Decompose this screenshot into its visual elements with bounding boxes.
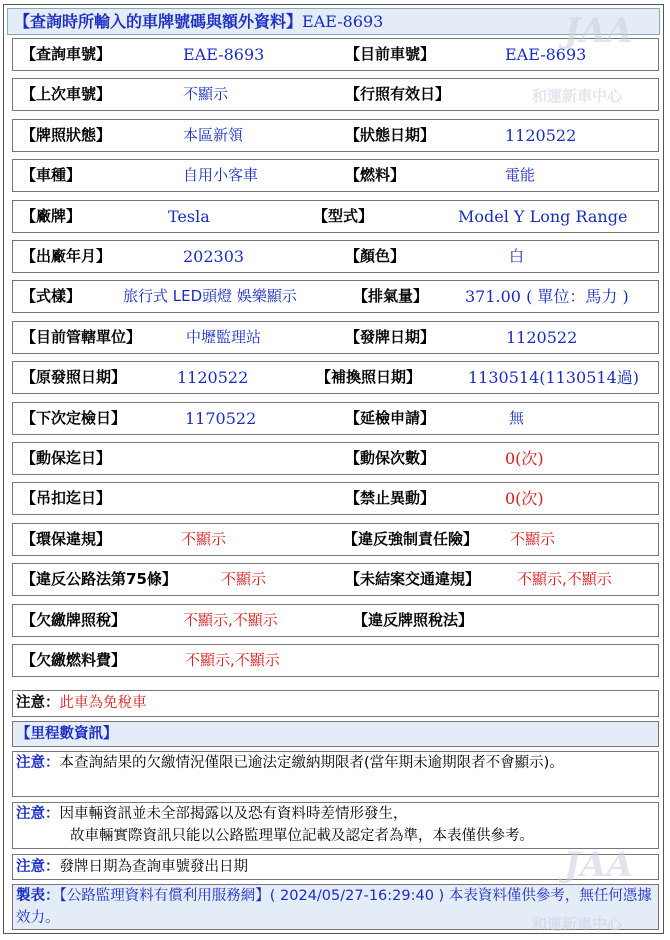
info-row	[12, 38, 659, 71]
field-label: 【式樣】	[21, 287, 82, 305]
field-value: 1130514(1130514過)	[468, 368, 640, 387]
field-label: 【欠繳燃料費】	[21, 651, 127, 669]
field-label: 【補換照日期】	[316, 368, 422, 386]
field-value: 202303	[183, 247, 245, 266]
note-disclaimer	[12, 802, 659, 849]
field-label: 【排氣量】	[353, 287, 429, 305]
footer-label: 製表：	[16, 888, 60, 904]
field-label: 【禁止異動】	[345, 489, 436, 507]
field-label: 【車種】	[21, 166, 82, 184]
info-row	[12, 442, 659, 475]
field-label: 【環保違規】	[21, 530, 112, 548]
field-label: 【動保迄日】	[21, 449, 112, 467]
field-label: 【目前管轄單位】	[21, 328, 142, 346]
field-value: 白	[509, 247, 525, 265]
field-value: 不顯示,不顯示	[183, 611, 278, 629]
field-label: 【出廠年月】	[21, 247, 112, 265]
watermark-logo-bottom: JAA	[564, 845, 633, 885]
field-label: 【違反強制責任險】	[343, 530, 479, 548]
field-value: 不顯示,不顯示	[185, 651, 280, 669]
info-row	[12, 482, 659, 515]
footer-text: 【公路監理資料有償利用服務網】( 2024/05/27-16:29:40 ) 本表資料僅供參考，無任何憑據效力。	[16, 888, 652, 926]
mileage-section-title	[12, 721, 659, 747]
field-value: EAE-8693	[183, 45, 265, 64]
info-row	[12, 361, 659, 394]
field-label: 【廠牌】	[21, 207, 82, 225]
info-row	[12, 240, 659, 273]
field-label: 【原發照日期】	[21, 368, 127, 386]
field-value: 不顯示	[183, 85, 229, 103]
note-issue-date	[12, 854, 659, 880]
mileage-title: 【里程數資訊】	[16, 726, 118, 742]
info-row	[12, 604, 659, 637]
info-row	[12, 321, 659, 354]
field-label: 【查詢車號】	[21, 45, 112, 63]
field-label: 【違反公路法第75條】	[21, 570, 177, 588]
field-value: 0(次)	[505, 489, 544, 508]
info-row	[12, 280, 659, 313]
header-prefix: 【查詢時所輸入的車牌號碼與額外資料】	[14, 12, 303, 31]
note-overdue-text: 本查詢結果的欠繳情況僅限已逾法定繳納期限者(當年期未逾期限者不會顯示)。	[59, 755, 564, 771]
field-value: 不顯示	[181, 530, 227, 548]
tax-notice-text: 此車為免稅車	[59, 695, 147, 711]
field-label: 【牌照狀態】	[21, 126, 112, 144]
field-label: 【狀態日期】	[345, 126, 436, 144]
field-value: Tesla	[168, 207, 210, 226]
field-value: 1120522	[505, 126, 577, 145]
field-value: 0(次)	[505, 449, 544, 468]
field-label: 【顏色】	[345, 247, 406, 265]
field-value: 1120522	[177, 368, 249, 387]
note-disclaimer-label: 注意：	[16, 806, 60, 822]
field-value: 不顯示	[221, 570, 267, 588]
note-overdue	[12, 751, 659, 797]
field-value: EAE-8693	[505, 45, 587, 64]
note-disclaimer-line2: 故車輛實際資訊只能以公路監理單位記載及認定者為準，本表僅供參考。	[70, 828, 534, 844]
vehicle-report	[3, 4, 664, 934]
field-value: 1120522	[506, 328, 578, 347]
info-row	[12, 119, 659, 152]
field-label: 【延檢申請】	[345, 409, 436, 427]
report-header	[7, 8, 660, 35]
info-row	[12, 159, 659, 192]
field-label: 【型式】	[313, 207, 374, 225]
field-value: 自用小客車	[183, 166, 259, 184]
note-issue-label: 注意：	[16, 859, 60, 875]
field-label: 【違反牌照稅法】	[353, 611, 474, 629]
watermark-text-top: 和運新車中心	[532, 87, 623, 105]
field-label: 【未結案交通違規】	[345, 570, 481, 588]
field-label: 【行照有效日】	[345, 85, 451, 103]
field-label: 【目前車號】	[345, 45, 436, 63]
field-label: 【燃料】	[345, 166, 406, 184]
field-label: 【下次定檢日】	[21, 409, 127, 427]
field-value: 無	[509, 409, 525, 427]
field-label: 【上次車號】	[21, 85, 112, 103]
field-label: 【發牌日期】	[345, 328, 436, 346]
watermark-logo-top: JAA	[564, 11, 633, 51]
info-row	[12, 200, 659, 233]
field-value: 不顯示,不顯示	[517, 570, 612, 588]
field-value: Model Y Long Range	[458, 207, 628, 226]
field-value: 371.00 ( 單位：馬力 )	[465, 287, 629, 306]
field-label: 【欠繳牌照稅】	[21, 611, 127, 629]
field-value: 不顯示	[510, 530, 556, 548]
info-row	[12, 644, 659, 677]
field-value: 旅行式 LED頭燈 娛樂顯示	[123, 287, 297, 305]
note-issue-text: 發牌日期為查詢車號發出日期	[59, 859, 248, 875]
info-row	[12, 563, 659, 596]
field-value: 電能	[505, 166, 536, 184]
tax-notice-label: 注意：	[16, 695, 60, 711]
header-plate: EAE-8693	[302, 12, 384, 31]
info-row	[12, 402, 659, 435]
field-value: 中壢監理站	[186, 328, 262, 346]
note-disclaimer-line1: 因車輛資訊並未全部揭露以及恐有資料時差情形發生，	[59, 806, 408, 822]
field-value: 本區新領	[183, 126, 244, 144]
field-label: 【吊扣迄日】	[21, 489, 112, 507]
field-value: 1170522	[185, 409, 257, 428]
note-overdue-label: 注意：	[16, 755, 60, 771]
tax-exempt-notice	[12, 690, 659, 717]
watermark-text-bottom: 和運新車中心	[532, 915, 623, 933]
info-row	[12, 523, 659, 556]
field-label: 【動保次數】	[345, 449, 436, 467]
